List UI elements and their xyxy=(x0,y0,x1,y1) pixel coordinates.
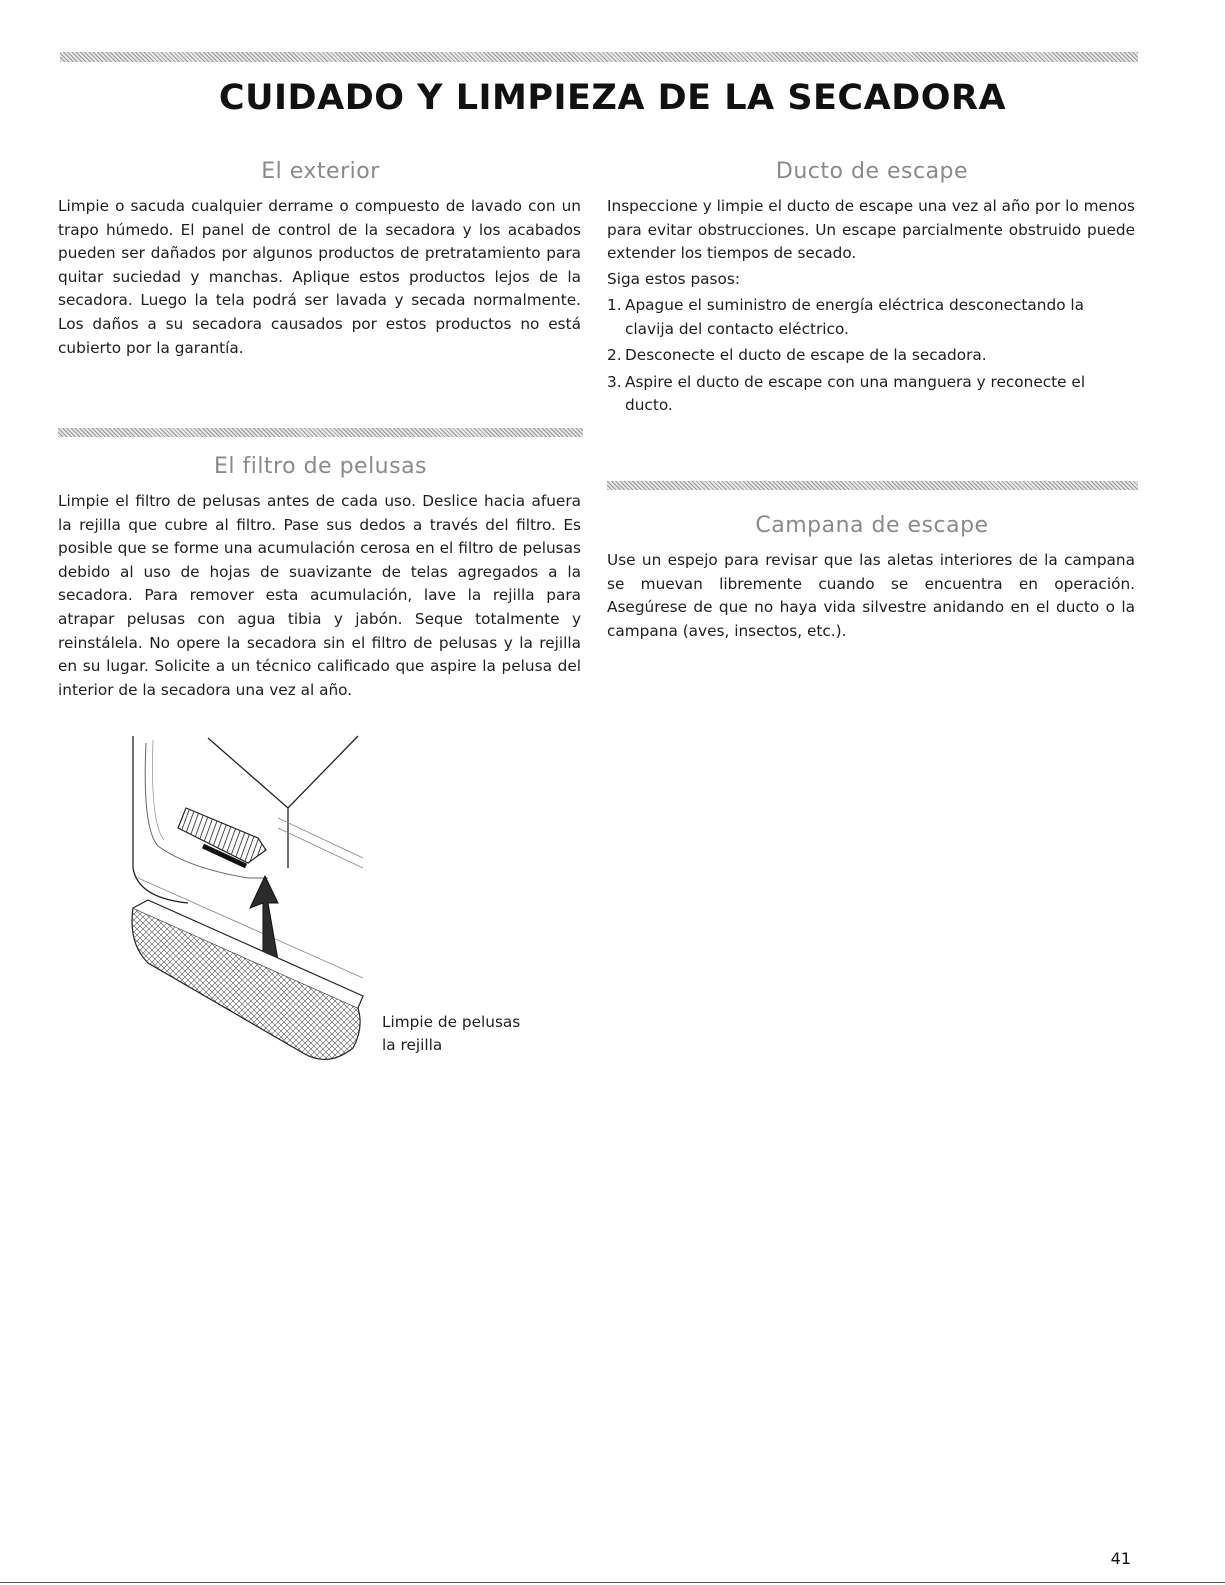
step-item xyxy=(607,294,1135,341)
exhaust-duct-intro: Inspeccione y limpie el ducto de escape una vez al año por lo menos para evitar obstrucciones. Un escape parcialmente obstruido puede extender los tiempos de secado. xyxy=(607,197,1135,263)
dryer-side-edge xyxy=(133,736,188,903)
heading-exterior: El exterior xyxy=(261,159,380,184)
step-item xyxy=(607,344,1135,368)
step-number: 2. xyxy=(607,346,622,365)
heading-lint-filter: El filtro de pelusas xyxy=(213,454,428,479)
step-text: Aspire el ducto de escape con una manguera y reconecte el ducto. xyxy=(625,372,1086,415)
divider-left xyxy=(58,428,583,437)
exhaust-duct-steps xyxy=(607,294,1135,421)
lint-filter-text: Limpie el filtro de pelusas antes de cada uso. Deslice hacia afuera la rejilla que cubre al filtro. Pase sus dedos a través del filtro. Es posible que se forme una acumulación cerosa en el filtro de pelusas debido al uso de hojas de suavizante de telas agregados a la secadora. Para remover esta acumulación, lave la rejilla para atrapar pelusas con agua tibia y jabón. Seque totalmente y reinstálela. No opere la secadora sin el filtro de pelusas y la rejilla en su lugar. Solicite a un técnico calificado que aspire la pelusa del interior de la secadora una vez al año. xyxy=(58,492,581,699)
step-number: 1. xyxy=(607,296,622,314)
caption-line-1: Limpie de pelusas xyxy=(382,1013,521,1031)
bottom-rule xyxy=(0,1582,1225,1583)
heading-exhaust-duct: Ducto de escape xyxy=(775,159,969,184)
exhaust-hood-text: Use un espejo para revisar que las aletas interiores de la campana se muevan libremente cuando se encuentra en operación. Asegúrese de que no haya vida silvestre anidando en el ducto o la campana (aves, insectos, etc.). xyxy=(607,551,1135,640)
top-divider xyxy=(60,52,1138,62)
page-number: 41 xyxy=(1110,1549,1131,1568)
lint-filter-illustration xyxy=(128,728,378,1068)
divider-right xyxy=(607,481,1138,490)
step-item xyxy=(607,371,1135,418)
heading-exhaust-hood: Campana de escape xyxy=(755,513,989,538)
page-title: CUIDADO Y LIMPIEZA DE LA SECADORA xyxy=(218,78,1007,118)
caption-line-2: la rejilla xyxy=(382,1036,443,1054)
door-inner xyxy=(152,740,164,840)
step-number: 3. xyxy=(607,372,622,391)
step-text: Apague el suministro de energía eléctrica desconectando la clavija del contacto eléctrico. xyxy=(625,296,1085,338)
steps-label: Siga estos pasos: xyxy=(607,270,741,288)
dryer-top-edge xyxy=(208,736,358,808)
step-text: Desconecte el ducto de escape de la secadora. xyxy=(625,346,987,365)
exterior-text: Limpie o sacuda cualquier derrame o compuesto de lavado con un trapo húmedo. El panel de control de la secadora y los acabados pueden ser dañados por algunos productos de pretratamiento para quitar suciedad y manchas. Aplique estos productos lejos de la secadora. Luego la tela podrá ser lavada y secada normalmente. Los daños a su secadora causados por estos productos no está cubierto por la garantía. xyxy=(58,197,581,357)
figure-caption xyxy=(382,1011,520,1057)
